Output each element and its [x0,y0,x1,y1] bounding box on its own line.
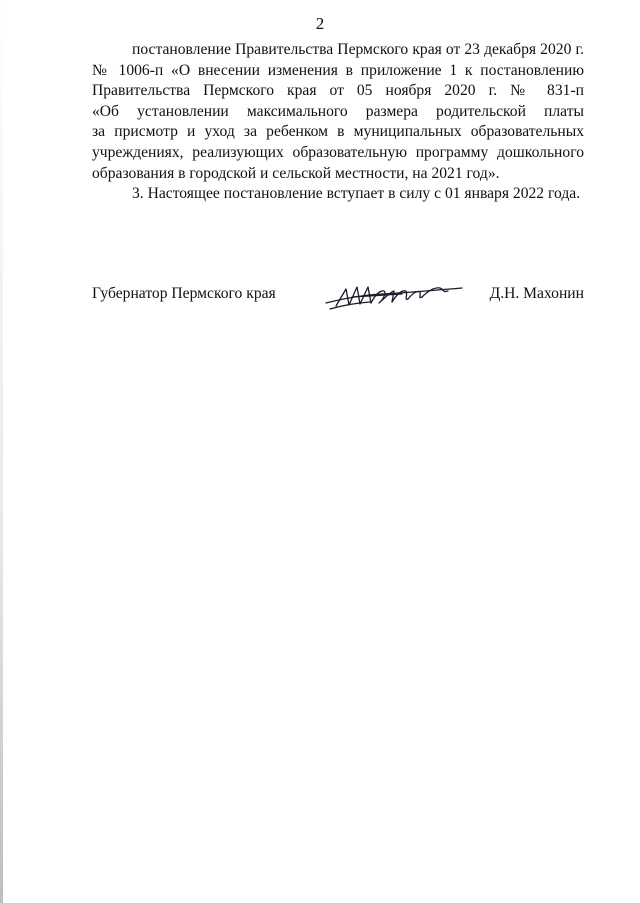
paragraph-line: образования в городской и сельской местности, на 2021 год». [92,164,500,182]
governor-title: Губернатор Пермского края [92,285,276,302]
paragraph-line: № 1006-п «О внесении изменения в приложение 1 к постановлению [92,61,584,79]
paragraph-line: Правительства Пермского края от 05 ноября 2020 г. № 831-п [92,82,584,100]
paragraph-line: за присмотр и уход за ребенком в муниципальных образовательных [92,123,584,141]
paragraph-line: учреждениях, реализующих образовательную программу дошкольного [92,143,584,161]
paragraph-line: 3. Настоящее постановление вступает в силу с 01 января 2022 года. [132,185,581,203]
handwritten-signature [322,275,472,315]
left-scan-edge [0,0,3,905]
body-text [92,40,584,205]
paragraph-line: «Об установлении максимального размера родительской платы [92,102,584,120]
paragraph-line: постановление Правительства Пермского края от 23 декабря 2020 г. [132,41,584,58]
governor-name: Д.Н. Махонин [489,285,584,302]
page-number: 2 [315,14,325,33]
signature-block [92,279,584,319]
